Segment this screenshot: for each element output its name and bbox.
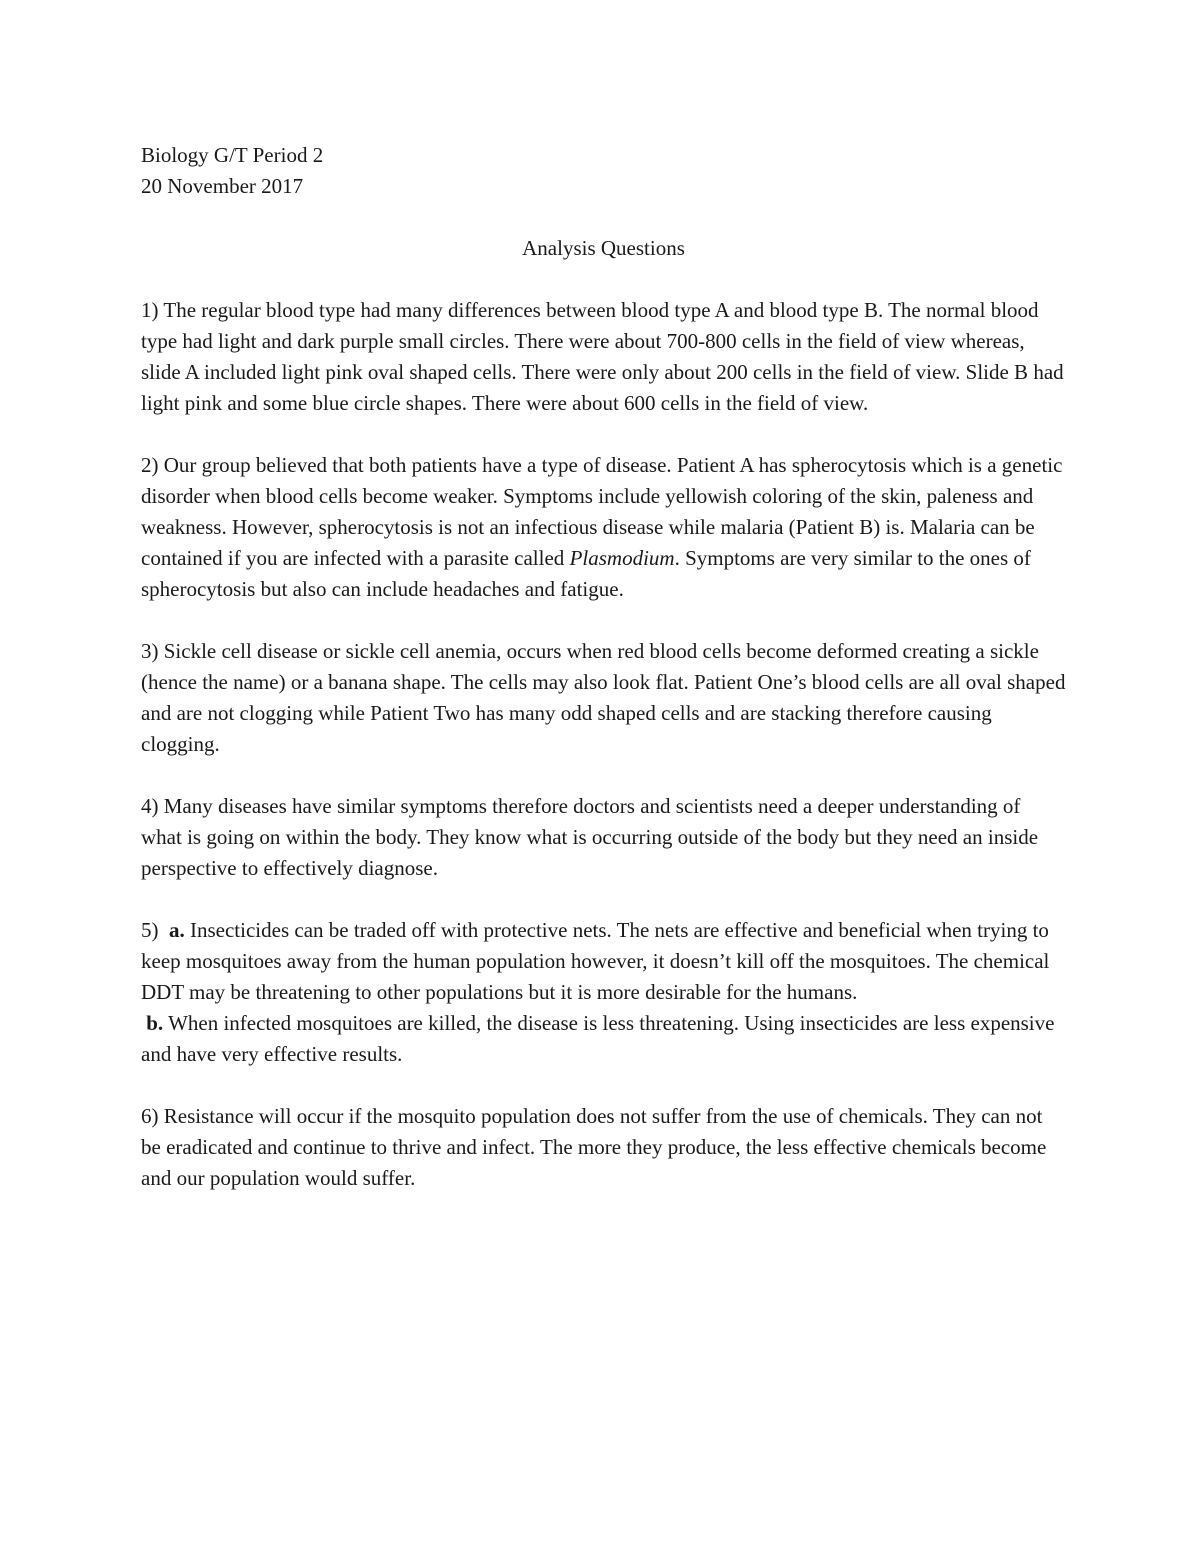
spacer — [141, 419, 1066, 450]
answer-5a-text: Insecticides can be traded off with protective nets. The nets are effective and beneficial when trying to keep mosquitoes away from the human population however, it doesn’t kill off the mosquitoes. The chemical DDT may be threatening to other populations but it is more desirable for the humans. — [141, 918, 1050, 1004]
date-line: 20 November 2017 — [141, 174, 304, 198]
answer-5b — [141, 1008, 1066, 1070]
answer-4: 4) Many diseases have similar symptoms therefore doctors and scientists need a deeper understanding of what is going on within the body. They know what is occurring outside of the body but they need an inside perspective to effectively diagnose. — [141, 794, 1039, 880]
answer-5-number: 5) — [141, 918, 159, 942]
spacer — [141, 264, 1066, 295]
answer-3: 3) Sickle cell disease or sickle cell anemia, occurs when red blood cells become deformed creating a sickle (hence the name) or a banana shape. The cells may also look flat. Patient One’s blood cells are all oval shaped and are not clogging while Patient Two has many odd shaped cells and are stacking therefore causing clogging. — [141, 639, 1066, 756]
italic-term-plasmodium: Plasmodium — [569, 546, 675, 570]
document-title: Analysis Questions — [522, 236, 685, 260]
answer-1: 1) The regular blood type had many differences between blood type A and blood type B. The normal blood type had light and dark purple small circles. There were about 700-800 cells in the field of view whereas, slide A included light pink oval shaped cells. There were only about 200 cells in the field of view. Slide B had light pink and some blue circle shapes. There were about 600 cells in the field of view. — [141, 298, 1064, 415]
answer-5a-label: a. — [169, 918, 185, 942]
answer-6: 6) Resistance will occur if the mosquito population does not suffer from the use of chemicals. They can not be eradicated and continue to thrive and infect. The more they produce, the less effective chemicals become and our population would suffer. — [141, 1104, 1047, 1190]
answer-5b-text: When infected mosquitoes are killed, the disease is less threatening. Using insecticides are less expensive and have very effective results. — [141, 1011, 1055, 1066]
answer-2-text-end: . Symptoms are very similar to the ones of spherocytosis but also can include headaches and fatigue. — [141, 546, 1031, 601]
answer-5a — [141, 915, 1066, 1008]
document-body — [141, 140, 1066, 1194]
spacer — [141, 760, 1066, 791]
answer-2 — [141, 450, 1066, 605]
answer-5b-label: b. — [146, 1011, 164, 1035]
spacer — [141, 202, 1066, 233]
spacer — [141, 605, 1066, 636]
class-line: Biology G/T Period 2 — [141, 143, 324, 167]
spacer — [141, 884, 1066, 915]
spacer — [141, 1070, 1066, 1101]
answer-2-text: 2) Our group believed that both patients have a type of disease. Patient A has spherocytosis which is a genetic disorder when blood cells become weaker. Symptoms include yellowish coloring of the skin, paleness and weakness. However, spherocytosis is not an infectious disease while malaria (Patient B) is. Malaria can be contained if you are infected with a parasite called — [141, 453, 1063, 570]
